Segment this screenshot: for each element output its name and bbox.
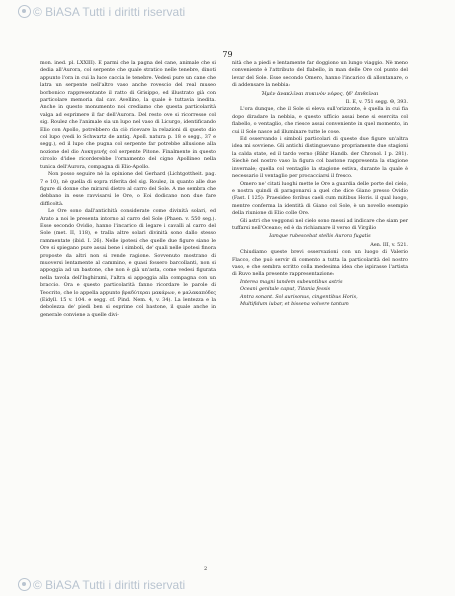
virgil-quote-reference: Aen. III, v. 521. <box>370 241 408 248</box>
biasa-logo-icon <box>18 578 31 591</box>
left-paragraph-2: Non posso seguire nè la opinione del Gerhard (Lichtgottheit. pag. 7 e 10), nè quella di sopra riferita del sig. Roulez, in quanto alle due figure di donne che mirarsi dietro al carro del Sole. A me sembra che debbano in esse ravvisarsi le Ore, o Eoi dodicano non due fare difficoltà. <box>40 171 216 207</box>
left-column <box>40 60 216 319</box>
flaccus-verse-3: Antra sonant. Sol aurisonus, cingentibus Horis, <box>240 293 358 300</box>
greek-quote-reference: Il. E, v. 751 segg. Θ, 393. <box>345 99 408 106</box>
watermark-top-text: © BiASA Tutti i diritti riservati <box>33 5 186 19</box>
virgil-quote: Iamque rubescebat stellis Aurora fugatis <box>269 233 371 240</box>
right-intro: nità che a piedi e lentamente far doggiono un lungo viaggio. Nè meno conveniente è l'attributo del flabello, in man delle Ore col punto del levar del Sole. Esse secondo Omero, hanno l'incarico di allontanare, o di addensare la nebbia: <box>232 60 408 89</box>
watermark-bottom-text: © BiASA Tutti i diritti riservati <box>33 578 186 592</box>
right-paragraph-3: Omero ne' citati luoghi mette le Ore a guardia delle porte del cielo, e nostra quindi di paragonarsi a quel che dice Giano presso Ovidio (Fast. I 125): Praesideo foribus caeli cum mitibus Horis. il qual luogo, mentre conferma la identità di Giano col Sole, è un novello esempio della riunione di Elio colle Ore. <box>232 180 408 217</box>
greek-quote: Ἠμὲν ἀνακλῖναι πυκινὸν νέφος, ἠδ' ἐπιθεῖναι <box>261 90 379 97</box>
signature-mark: 2 <box>204 566 208 572</box>
flaccus-verse-4: Multifidum iubar, et bissena volvere tantum <box>240 301 349 307</box>
right-paragraph-5: Chiudiamo queste brevi osservazioni con un luogo di Valerio Flacco, che può servir di comento a tutta la particolarità del nostro vaso, e che sembra scritto colla medesima idea che ispirasse l'artista di Ruvo nella presente rappresentazione: <box>232 249 408 278</box>
flaccus-verse-1: Interea magni tandem subeuntibus astris <box>240 278 343 285</box>
left-paragraph-1: mon. ined. pl. LXXIII). E parmi che la pagna del cane, animale che si dedia all'Aurora, col serpente che quale stratico nelle tenebre, dinoti appunto l'ora in cui la luce caccia le tenebre. Vedesi pure un cane che latra un serpente nell'altro vaso anche rovescio del real museo borbonico rappresentante il ratto di Grisippo, ed illustrato già con particolare memoria dal cav. Avellino, la quale è tuttavia inedita. Anche in questo monumento noi crediamo che questa particolarità valga ad esprimere il far dell'Aurora. Del resto ove si ricorresse col sig. Roulez che l'animale sia un lupo nel vaso di Licurgo, identificando Elio con Apollo, potrebbero da ciò ricevare la relazioni di questo dio col lupo (vedi lo Schwartz de antiq. Apoll. natura p. 18 e segg., 37 e segg.), ed il lupo che pugna col serpente far potrebbe allusione alla nozione del dio Λυκηγενής col serpente Pitone. Finalmente in questo circolo d'idee ricorderebbe l'ornamento del cigno Apollineo nella tunica dell'Aurora, compagna di Elio-Apollo. <box>40 60 216 170</box>
right-column <box>232 60 408 308</box>
left-paragraph-3: Le Ore sono dall'antichità considerate come divinità solari, ed Arato a noi le presenta intorno al carro del Sole (Phaen. v. 550 seg.). Esse secondo Ovidio, hanno l'incarico di legare i cavalli al carro del Sole (met. II, 118), e tralla altre solari divinità sono dallo stesso rammentate (ibid. I. 26). Nelle ipotesi che quelle due figure siano le Ore si spiegano pure assai bene i simboli, de' quali nelle ipotesi finora proposte da altri non si rende ragione. Sovvenuto mostrano di muoversi lentamente al cammino, e quasi fossero barcollanti, non si appoggia ad un bastone, che non è già un'asta, come vedesi figurata nella tavola dell'Inghirami, l'altra si appoggia alla compagna con un braccio. Ora e questo particolarità fanno ricordare le parole di Teocrito, che lo appella appunto βραδύτεραι μακάρων, e μαλακαπόδες (Eidyll. 15 v. 104. e segg. cf. Pind. Nem. 4, v. 34). La lentezza e la debolezza de' piedi ben si esprime col bastone, il quale anche in generale conviene a quelle divi- <box>40 208 216 318</box>
right-paragraph-2: Ed osservando i simboli particolari di queste due figure un'altra idea mi sovviene. Gli antichi distinguevano propriamente due stagioni la calda state, ed il tardo verno (Bähr Handb. der Chronol. I p. 281). Siechè nel nostro vaso la figura col bastone rappresenta la stagione invernale; quella col ventaglio la stagione estiva, durante la quale è necessario il ventaglio per procacciarsi il fresco. <box>232 136 408 180</box>
watermark-bottom <box>18 578 185 592</box>
flaccus-verse-2: Oceani genitale caput, Titania fessis <box>240 286 331 293</box>
watermark-top <box>18 5 185 19</box>
biasa-logo-icon <box>18 5 31 18</box>
right-paragraph-1: L'ora dunque, che il Sole si eleva sull'orizzonte, è quella in cui fia dopo diradare la nebbia, e questo ufficio assai bene si esercita col flabello, o ventaglio, che riesce assai conveniente in quel momento, in cui il Sole nasce ad illuminare tutte le cose. <box>232 106 408 135</box>
right-paragraph-4: Gli astri che veggonsi nel cielo sono messi ad indicare che siam per tuffarsi nell'Oceano; ed è da richiamare il verso di Virgilio <box>232 217 408 231</box>
page-number: 79 <box>222 50 233 59</box>
